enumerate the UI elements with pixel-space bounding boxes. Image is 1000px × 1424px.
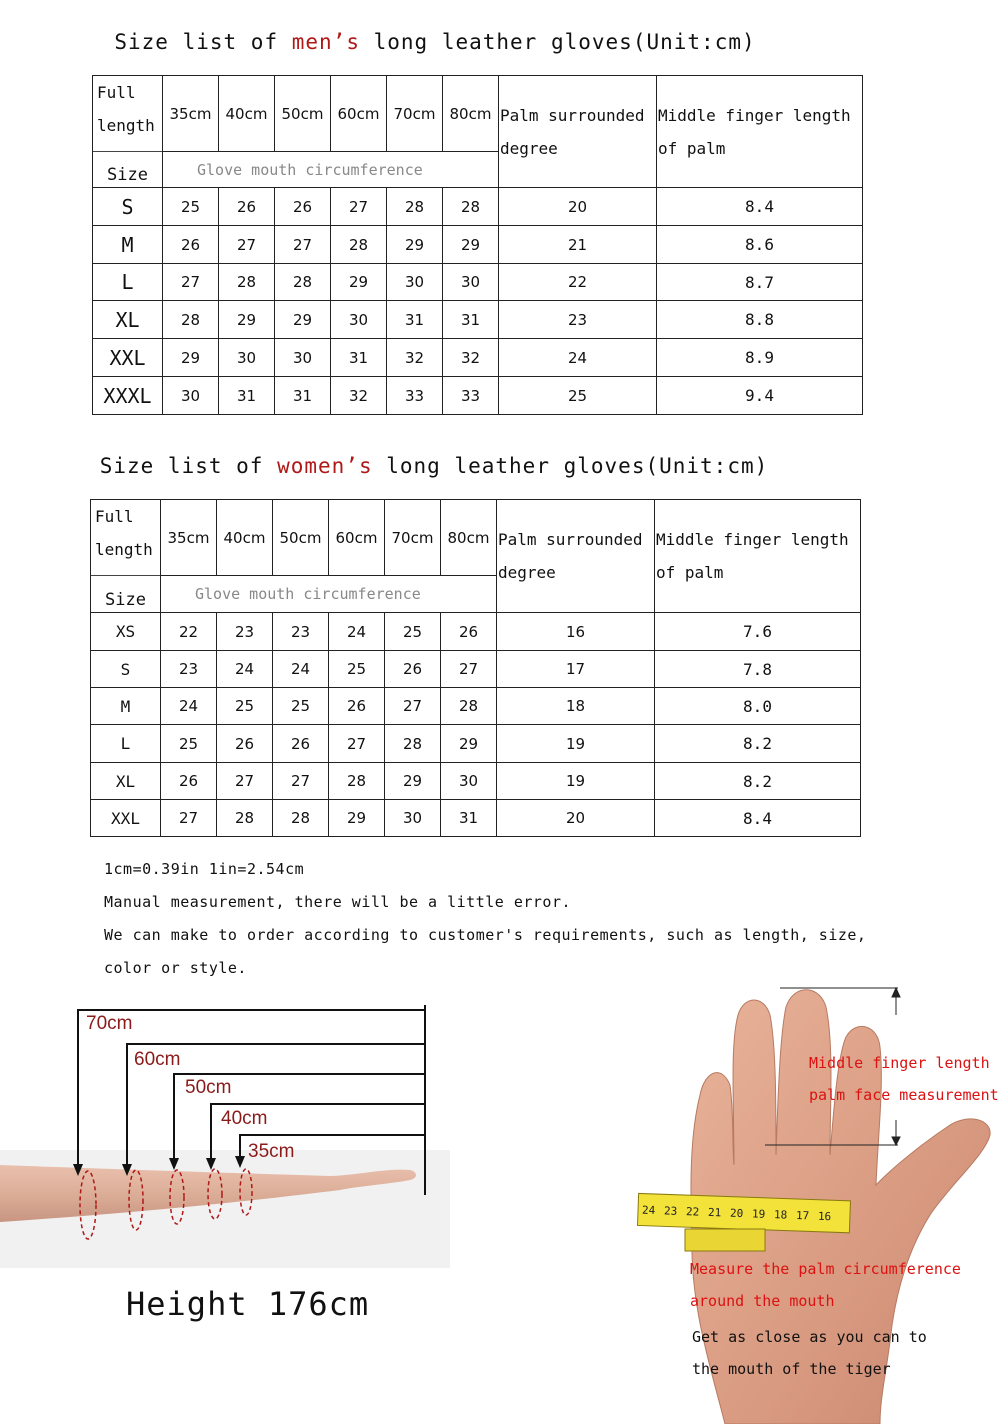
circumference-cell: 30 [443, 264, 499, 301]
circumference-cell: 31 [387, 301, 443, 339]
tape-tick: 19 [751, 1207, 766, 1221]
circumference-cell: 25 [163, 188, 219, 226]
tip-caption-2: the mouth of the tiger [692, 1360, 891, 1378]
circumference-cell: 29 [443, 226, 499, 264]
circumference-cell: 27 [273, 763, 329, 800]
circumference-cell: 27 [217, 763, 273, 800]
conversion-note: 1cm=0.39in 1in=2.54cm [104, 860, 305, 878]
size-cell: XXL [91, 800, 161, 837]
palm-cell: 25 [499, 377, 657, 415]
circumference-cell: 31 [275, 377, 331, 415]
circumference-cell: 33 [443, 377, 499, 415]
model-height-label: Height 176cm [126, 1285, 370, 1323]
size-header: Size [91, 576, 161, 613]
length-header: 80cm [443, 76, 499, 152]
length-header: 70cm [387, 76, 443, 152]
size-cell: M [93, 226, 163, 264]
table-row [93, 377, 863, 415]
length-header: 50cm [275, 76, 331, 152]
women-table-title [0, 454, 934, 478]
length-label-35: 35cm [248, 1141, 295, 1162]
palm-cell: 18 [497, 688, 655, 725]
palm-cell: 16 [497, 613, 655, 651]
length-header: 80cm [441, 500, 497, 576]
size-cell: L [91, 725, 161, 763]
circumference-cell: 31 [219, 377, 275, 415]
circumference-cell: 31 [331, 339, 387, 377]
middle-finger-cell: 8.7 [657, 264, 863, 301]
length-label-60: 60cm [134, 1049, 181, 1070]
circumference-cell: 29 [387, 226, 443, 264]
middle-finger-cell: 8.8 [657, 301, 863, 339]
circumference-cell: 31 [441, 800, 497, 837]
size-cell: M [91, 688, 161, 725]
tape-tick: 22 [685, 1205, 700, 1219]
circumference-cell: 32 [387, 339, 443, 377]
circumference-cell: 23 [161, 651, 217, 688]
middle-finger-caption-1: Middle finger length [809, 1054, 990, 1072]
circumference-cell: 30 [275, 339, 331, 377]
circumference-cell: 27 [329, 725, 385, 763]
palm-cell: 21 [499, 226, 657, 264]
circumference-cell: 24 [273, 651, 329, 688]
men-table-title [0, 30, 935, 54]
error-note: Manual measurement, there will be a little error. [104, 893, 572, 911]
palm-header: Palm surrounded degree [497, 500, 655, 613]
circumference-cell: 32 [331, 377, 387, 415]
size-cell: XL [91, 763, 161, 800]
circumference-cell: 29 [441, 725, 497, 763]
full-length-header: Full length [93, 76, 163, 152]
table-row [93, 301, 863, 339]
middle-finger-cell: 8.0 [655, 688, 861, 725]
circumference-cell: 28 [275, 264, 331, 301]
length-header: 40cm [217, 500, 273, 576]
circumference-cell: 28 [219, 264, 275, 301]
circumference-cell: 28 [385, 725, 441, 763]
circumference-cell: 30 [163, 377, 219, 415]
palm-cell: 23 [499, 301, 657, 339]
table-row [91, 763, 861, 800]
circumference-cell: 26 [163, 226, 219, 264]
palm-cell: 24 [499, 339, 657, 377]
women-title-highlight: women’s [277, 454, 373, 478]
middle-finger-cell: 8.4 [655, 800, 861, 837]
full-length-header: Full length [91, 500, 161, 576]
circumference-cell: 28 [387, 188, 443, 226]
tape-tick: 23 [663, 1204, 678, 1218]
men-title-prefix: Size list of [114, 30, 292, 54]
glove-mouth-header: Glove mouth circumference [163, 152, 443, 188]
middle-finger-header: Middle finger length of palm [657, 76, 863, 188]
table-row [93, 226, 863, 264]
table-row [91, 651, 861, 688]
middle-finger-cell: 8.2 [655, 725, 861, 763]
circumference-cell: 33 [387, 377, 443, 415]
circumference-cell: 31 [443, 301, 499, 339]
size-cell: S [91, 651, 161, 688]
circumference-cell: 30 [385, 800, 441, 837]
circumference-cell: 30 [387, 264, 443, 301]
custom-order-note: We can make to order according to customer's requirements, such as length, size, [104, 926, 867, 944]
table-row [91, 800, 861, 837]
circumference-cell: 29 [331, 264, 387, 301]
circumference-cell: 29 [385, 763, 441, 800]
circumference-cell: 30 [331, 301, 387, 339]
custom-order-note-cont: color or style. [104, 959, 247, 977]
length-header: 60cm [331, 76, 387, 152]
glove-mouth-header-gap [441, 576, 497, 613]
circumference-cell: 32 [443, 339, 499, 377]
middle-finger-cell: 8.6 [657, 226, 863, 264]
circumference-cell: 25 [329, 651, 385, 688]
middle-finger-cell: 7.8 [655, 651, 861, 688]
middle-finger-cell: 7.6 [655, 613, 861, 651]
circumference-cell: 27 [331, 188, 387, 226]
length-header: 50cm [273, 500, 329, 576]
circumference-cell: 25 [273, 688, 329, 725]
circumference-cell: 26 [329, 688, 385, 725]
men-title-suffix: long leather gloves(Unit:cm) [359, 30, 756, 54]
circumference-cell: 25 [217, 688, 273, 725]
circumference-cell: 24 [329, 613, 385, 651]
size-cell: S [93, 188, 163, 226]
circumference-cell: 23 [217, 613, 273, 651]
tip-caption-1: Get as close as you can to [692, 1328, 927, 1346]
tape-tick: 21 [707, 1205, 722, 1220]
tape-tick: 20 [729, 1206, 744, 1221]
middle-finger-cell: 9.4 [657, 377, 863, 415]
women-size-table [90, 499, 861, 837]
men-size-table [92, 75, 863, 415]
size-cell: L [93, 264, 163, 301]
circumference-cell: 22 [161, 613, 217, 651]
tape-tick: 17 [795, 1208, 810, 1223]
size-cell: XS [91, 613, 161, 651]
circumference-cell: 28 [329, 763, 385, 800]
circumference-cell: 27 [161, 800, 217, 837]
women-table-body [91, 613, 861, 837]
circumference-cell: 24 [161, 688, 217, 725]
circumference-cell: 26 [273, 725, 329, 763]
circumference-cell: 29 [275, 301, 331, 339]
middle-finger-caption-2: palm face measurement [809, 1086, 999, 1104]
circumference-cell: 26 [161, 763, 217, 800]
tape-tick: 24 [641, 1203, 656, 1218]
middle-finger-header: Middle finger length of palm [655, 500, 861, 613]
palm-cell: 22 [499, 264, 657, 301]
length-header: 60cm [329, 500, 385, 576]
size-cell: XXXL [93, 377, 163, 415]
circumference-cell: 28 [331, 226, 387, 264]
table-row [93, 264, 863, 301]
circumference-cell: 29 [163, 339, 219, 377]
length-label-70: 70cm [86, 1013, 133, 1034]
length-header: 40cm [219, 76, 275, 152]
circumference-cell: 26 [217, 725, 273, 763]
glove-mouth-header-gap [443, 152, 499, 188]
circumference-cell: 30 [441, 763, 497, 800]
middle-finger-cell: 8.9 [657, 339, 863, 377]
circumference-cell: 26 [385, 651, 441, 688]
circumference-cell: 23 [273, 613, 329, 651]
circumference-cell: 24 [217, 651, 273, 688]
table-row [91, 613, 861, 651]
women-title-prefix: Size list of [99, 454, 278, 478]
palm-header: Palm surrounded degree [499, 76, 657, 188]
length-label-40: 40cm [221, 1108, 268, 1129]
arm-length-diagram [0, 1000, 450, 1270]
notes-block [104, 853, 866, 985]
length-header: 70cm [385, 500, 441, 576]
men-title-highlight: men’s [291, 30, 360, 54]
palm-cell: 17 [497, 651, 655, 688]
circumference-cell: 28 [441, 688, 497, 725]
circumference-cell: 26 [275, 188, 331, 226]
circumference-cell: 29 [219, 301, 275, 339]
circumference-cell: 25 [385, 613, 441, 651]
palm-cell: 19 [497, 763, 655, 800]
palm-cell: 20 [499, 188, 657, 226]
palm-caption-1: Measure the palm circumference [690, 1260, 961, 1278]
women-title-suffix: long leather gloves(Unit:cm) [372, 454, 769, 478]
circumference-cell: 27 [163, 264, 219, 301]
circumference-cell: 28 [163, 301, 219, 339]
middle-finger-cell: 8.2 [655, 763, 861, 800]
circumference-cell: 26 [441, 613, 497, 651]
table-row [93, 188, 863, 226]
circumference-cell: 27 [219, 226, 275, 264]
table-row [91, 688, 861, 725]
circumference-cell: 27 [385, 688, 441, 725]
tape-tick: 18 [773, 1208, 788, 1222]
circumference-cell: 28 [273, 800, 329, 837]
length-label-50: 50cm [185, 1077, 232, 1098]
palm-cell: 20 [497, 800, 655, 837]
glove-mouth-header: Glove mouth circumference [161, 576, 441, 613]
size-cell: XL [93, 301, 163, 339]
length-header: 35cm [161, 500, 217, 576]
circumference-cell: 27 [441, 651, 497, 688]
length-header: 35cm [163, 76, 219, 152]
circumference-cell: 27 [275, 226, 331, 264]
circumference-cell: 30 [219, 339, 275, 377]
middle-finger-cell: 8.4 [657, 188, 863, 226]
circumference-cell: 26 [219, 188, 275, 226]
size-cell: XXL [93, 339, 163, 377]
table-row [91, 725, 861, 763]
circumference-cell: 29 [329, 800, 385, 837]
palm-cell: 19 [497, 725, 655, 763]
circumference-cell: 25 [161, 725, 217, 763]
circumference-cell: 28 [443, 188, 499, 226]
circumference-cell: 28 [217, 800, 273, 837]
tape-tick: 16 [817, 1209, 832, 1224]
palm-caption-2: around the mouth [690, 1292, 835, 1310]
table-row [93, 339, 863, 377]
hand-measurement-diagram [630, 985, 1000, 1424]
size-header: Size [93, 152, 163, 188]
men-table-body [93, 188, 863, 415]
